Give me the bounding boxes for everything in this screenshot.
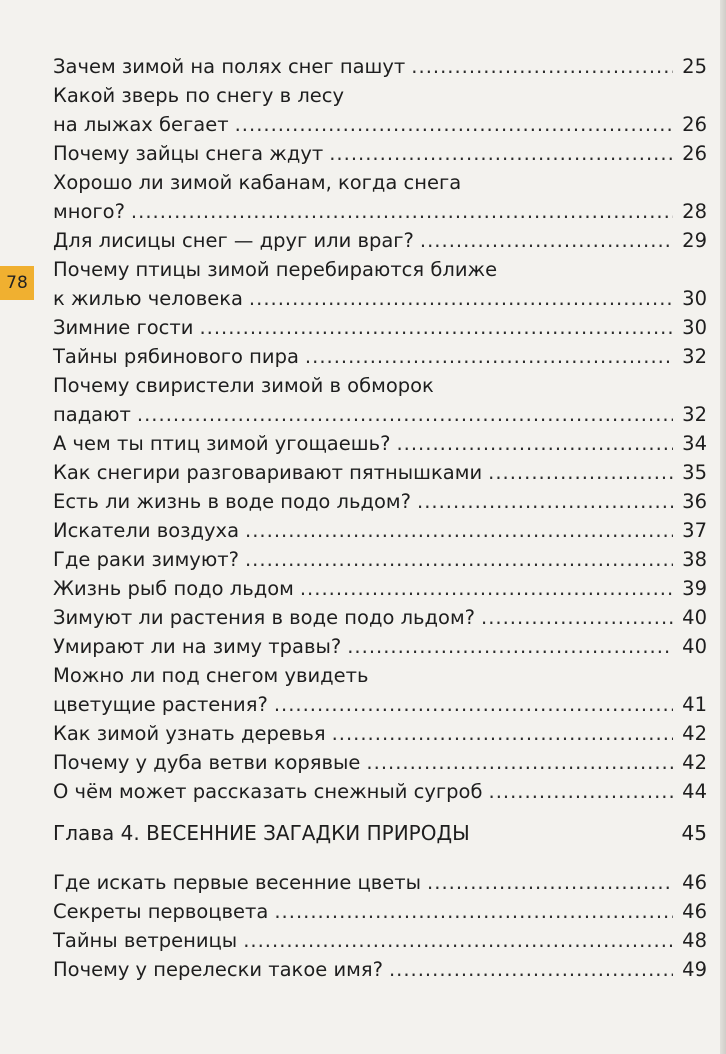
toc-entry-page: 38 [682, 548, 707, 571]
toc-entry-title: Зачем зимой на полях снег пашут [53, 55, 406, 78]
toc-entry-row [53, 897, 707, 926]
toc-entry-row [53, 868, 707, 897]
toc-entry [53, 429, 707, 458]
toc-entry-title-line: Почему свиристели зимой в обморок [53, 374, 434, 397]
toc-entry [53, 897, 707, 926]
dot-leader [305, 342, 673, 371]
toc-entry [53, 313, 707, 342]
toc-entry [53, 661, 707, 719]
toc-entry-row [53, 516, 707, 545]
toc-entry-title: А чем ты птиц зимой угощаешь? [53, 432, 391, 455]
dot-leader [481, 603, 673, 632]
toc-entry-row [53, 313, 707, 342]
toc-entry-title: цветущие растения? [53, 693, 268, 716]
toc-entry [53, 139, 707, 168]
chapter-page: 45 [681, 821, 707, 845]
dot-leader [332, 719, 673, 748]
toc-entry [53, 719, 707, 748]
toc-section-chapter-4 [53, 868, 707, 984]
toc-entry-row [53, 748, 707, 777]
chapter-title: Глава 4. ВЕСЕННИЕ ЗАГАДКИ ПРИРОДЫ [53, 821, 470, 845]
toc-entry [53, 603, 707, 632]
dot-leader [417, 487, 673, 516]
toc-entry [53, 81, 707, 139]
toc-entry-row [53, 197, 707, 226]
toc-entry-row [53, 110, 707, 139]
toc-entry-title: на лыжах бегает [53, 113, 229, 136]
toc-entry-title: Тайны рябинового пира [53, 345, 299, 368]
toc-entry-row [53, 574, 707, 603]
toc-entry-page: 30 [682, 287, 707, 310]
toc-entry-page: 39 [682, 577, 707, 600]
toc-entry [53, 777, 707, 806]
toc-entry-title: Зимуют ли растения в воде подо льдом? [53, 606, 476, 629]
toc-entry-page: 42 [682, 751, 707, 774]
toc-entry-title-line: Какой зверь по снегу в лесу [53, 84, 345, 107]
toc-entry-row [53, 777, 707, 806]
toc-entry-title: Почему у дуба ветви корявые [53, 751, 361, 774]
toc-entry-page: 26 [682, 113, 707, 136]
toc-entry-page: 26 [682, 142, 707, 165]
toc-entry-row [53, 545, 707, 574]
dot-leader [420, 226, 673, 255]
dot-leader [396, 429, 673, 458]
toc-entry-page: 34 [682, 432, 707, 455]
toc-entry [53, 255, 707, 313]
dot-leader [389, 955, 673, 984]
toc-entry-page: 36 [682, 490, 707, 513]
toc-entry-row [53, 632, 707, 661]
toc-entry-title: Есть ли жизнь в воде подо льдом? [53, 490, 411, 513]
chapter-heading [53, 816, 707, 850]
toc-entry-page: 46 [682, 871, 707, 894]
toc-entry-page: 30 [682, 316, 707, 339]
dot-leader [411, 52, 673, 81]
toc-entry-row [53, 226, 707, 255]
dot-leader [137, 400, 673, 429]
toc-entry [53, 226, 707, 255]
toc-entry [53, 342, 707, 371]
toc-entry-row [53, 487, 707, 516]
toc-entry [53, 574, 707, 603]
toc-entry-title: Тайны ветреницы [53, 929, 238, 952]
toc-entry-title: падают [53, 403, 131, 426]
toc-entry [53, 632, 707, 661]
toc-entry-row [53, 458, 707, 487]
toc-entry-page: 32 [682, 345, 707, 368]
toc-entry-row [53, 342, 707, 371]
toc-entry-title: много? [53, 200, 125, 223]
dot-leader [243, 926, 673, 955]
toc-entry-title: к жилью человека [53, 287, 243, 310]
page-number-tab: 78 [0, 266, 34, 300]
toc-entry-row [53, 690, 707, 719]
dot-leader [199, 313, 673, 342]
toc-entry-page: 44 [682, 780, 707, 803]
toc-entry-row [53, 926, 707, 955]
toc-entry-title: Почему зайцы снега ждут [53, 142, 324, 165]
toc-entry-page: 37 [682, 519, 707, 542]
toc-entry-page: 28 [682, 200, 707, 223]
dot-leader [329, 139, 673, 168]
toc-entry-page: 29 [682, 229, 707, 252]
toc-section-chapter-3 [53, 52, 707, 806]
toc-entry-title: Умирают ли на зиму травы? [53, 635, 342, 658]
toc-entry [53, 868, 707, 897]
dot-leader [245, 545, 673, 574]
dot-leader [249, 284, 673, 313]
toc-entry-page: 46 [682, 900, 707, 923]
toc-entry-title: Как снегири разговаривают пятнышками [53, 461, 483, 484]
dot-leader [427, 868, 673, 897]
toc-entry-title: Почему у перелески такое имя? [53, 958, 383, 981]
toc-entry-title: Где искать первые весенние цветы [53, 871, 422, 894]
dot-leader [131, 197, 673, 226]
toc-entry-page: 32 [682, 403, 707, 426]
page-edge [720, 0, 726, 1054]
dot-leader [274, 897, 673, 926]
dot-leader [488, 458, 673, 487]
dot-leader [274, 690, 673, 719]
toc-entry-page: 42 [682, 722, 707, 745]
toc-entry-page: 40 [682, 635, 707, 658]
dot-leader [300, 574, 673, 603]
toc-entry [53, 52, 707, 81]
toc-entry-title: О чём может рассказать снежный сугроб [53, 780, 483, 803]
toc-entry [53, 168, 707, 226]
dot-leader [366, 748, 673, 777]
toc-entry-page: 41 [682, 693, 707, 716]
toc-entry-title-line: Почему птицы зимой перебираются ближе [53, 258, 498, 281]
dot-leader [245, 516, 673, 545]
dot-leader [489, 777, 674, 806]
toc-entry-page: 25 [682, 55, 707, 78]
toc-entry-page: 40 [682, 606, 707, 629]
toc-entry-title: Искатели воздуха [53, 519, 240, 542]
table-of-contents [53, 52, 707, 984]
toc-entry-title: Зимние гости [53, 316, 194, 339]
toc-entry-row [53, 400, 707, 429]
toc-entry [53, 487, 707, 516]
toc-entry [53, 955, 707, 984]
toc-entry-page: 49 [682, 958, 707, 981]
toc-entry [53, 926, 707, 955]
toc-entry-row [53, 52, 707, 81]
toc-entry-row [53, 955, 707, 984]
toc-entry-title-line: Можно ли под снегом увидеть [53, 664, 369, 687]
toc-entry-row [53, 284, 707, 313]
toc-entry [53, 371, 707, 429]
toc-entry [53, 748, 707, 777]
toc-entry [53, 516, 707, 545]
toc-entry-title: Для лисицы снег — друг или враг? [53, 229, 414, 252]
toc-entry-title: Где раки зимуют? [53, 548, 239, 571]
toc-entry-row [53, 719, 707, 748]
dot-leader [235, 110, 673, 139]
dot-leader [347, 632, 673, 661]
toc-entry-title: Секреты первоцвета [53, 900, 269, 923]
toc-entry-row [53, 429, 707, 458]
toc-entry [53, 458, 707, 487]
toc-entry-page: 35 [682, 461, 707, 484]
toc-entry-page: 48 [682, 929, 707, 952]
toc-entry-title-line: Хорошо ли зимой кабанам, когда снега [53, 171, 462, 194]
toc-entry-title: Жизнь рыб подо льдом [53, 577, 294, 600]
toc-entry-row [53, 139, 707, 168]
toc-entry-title: Как зимой узнать деревья [53, 722, 326, 745]
toc-entry-row [53, 603, 707, 632]
toc-entry [53, 545, 707, 574]
